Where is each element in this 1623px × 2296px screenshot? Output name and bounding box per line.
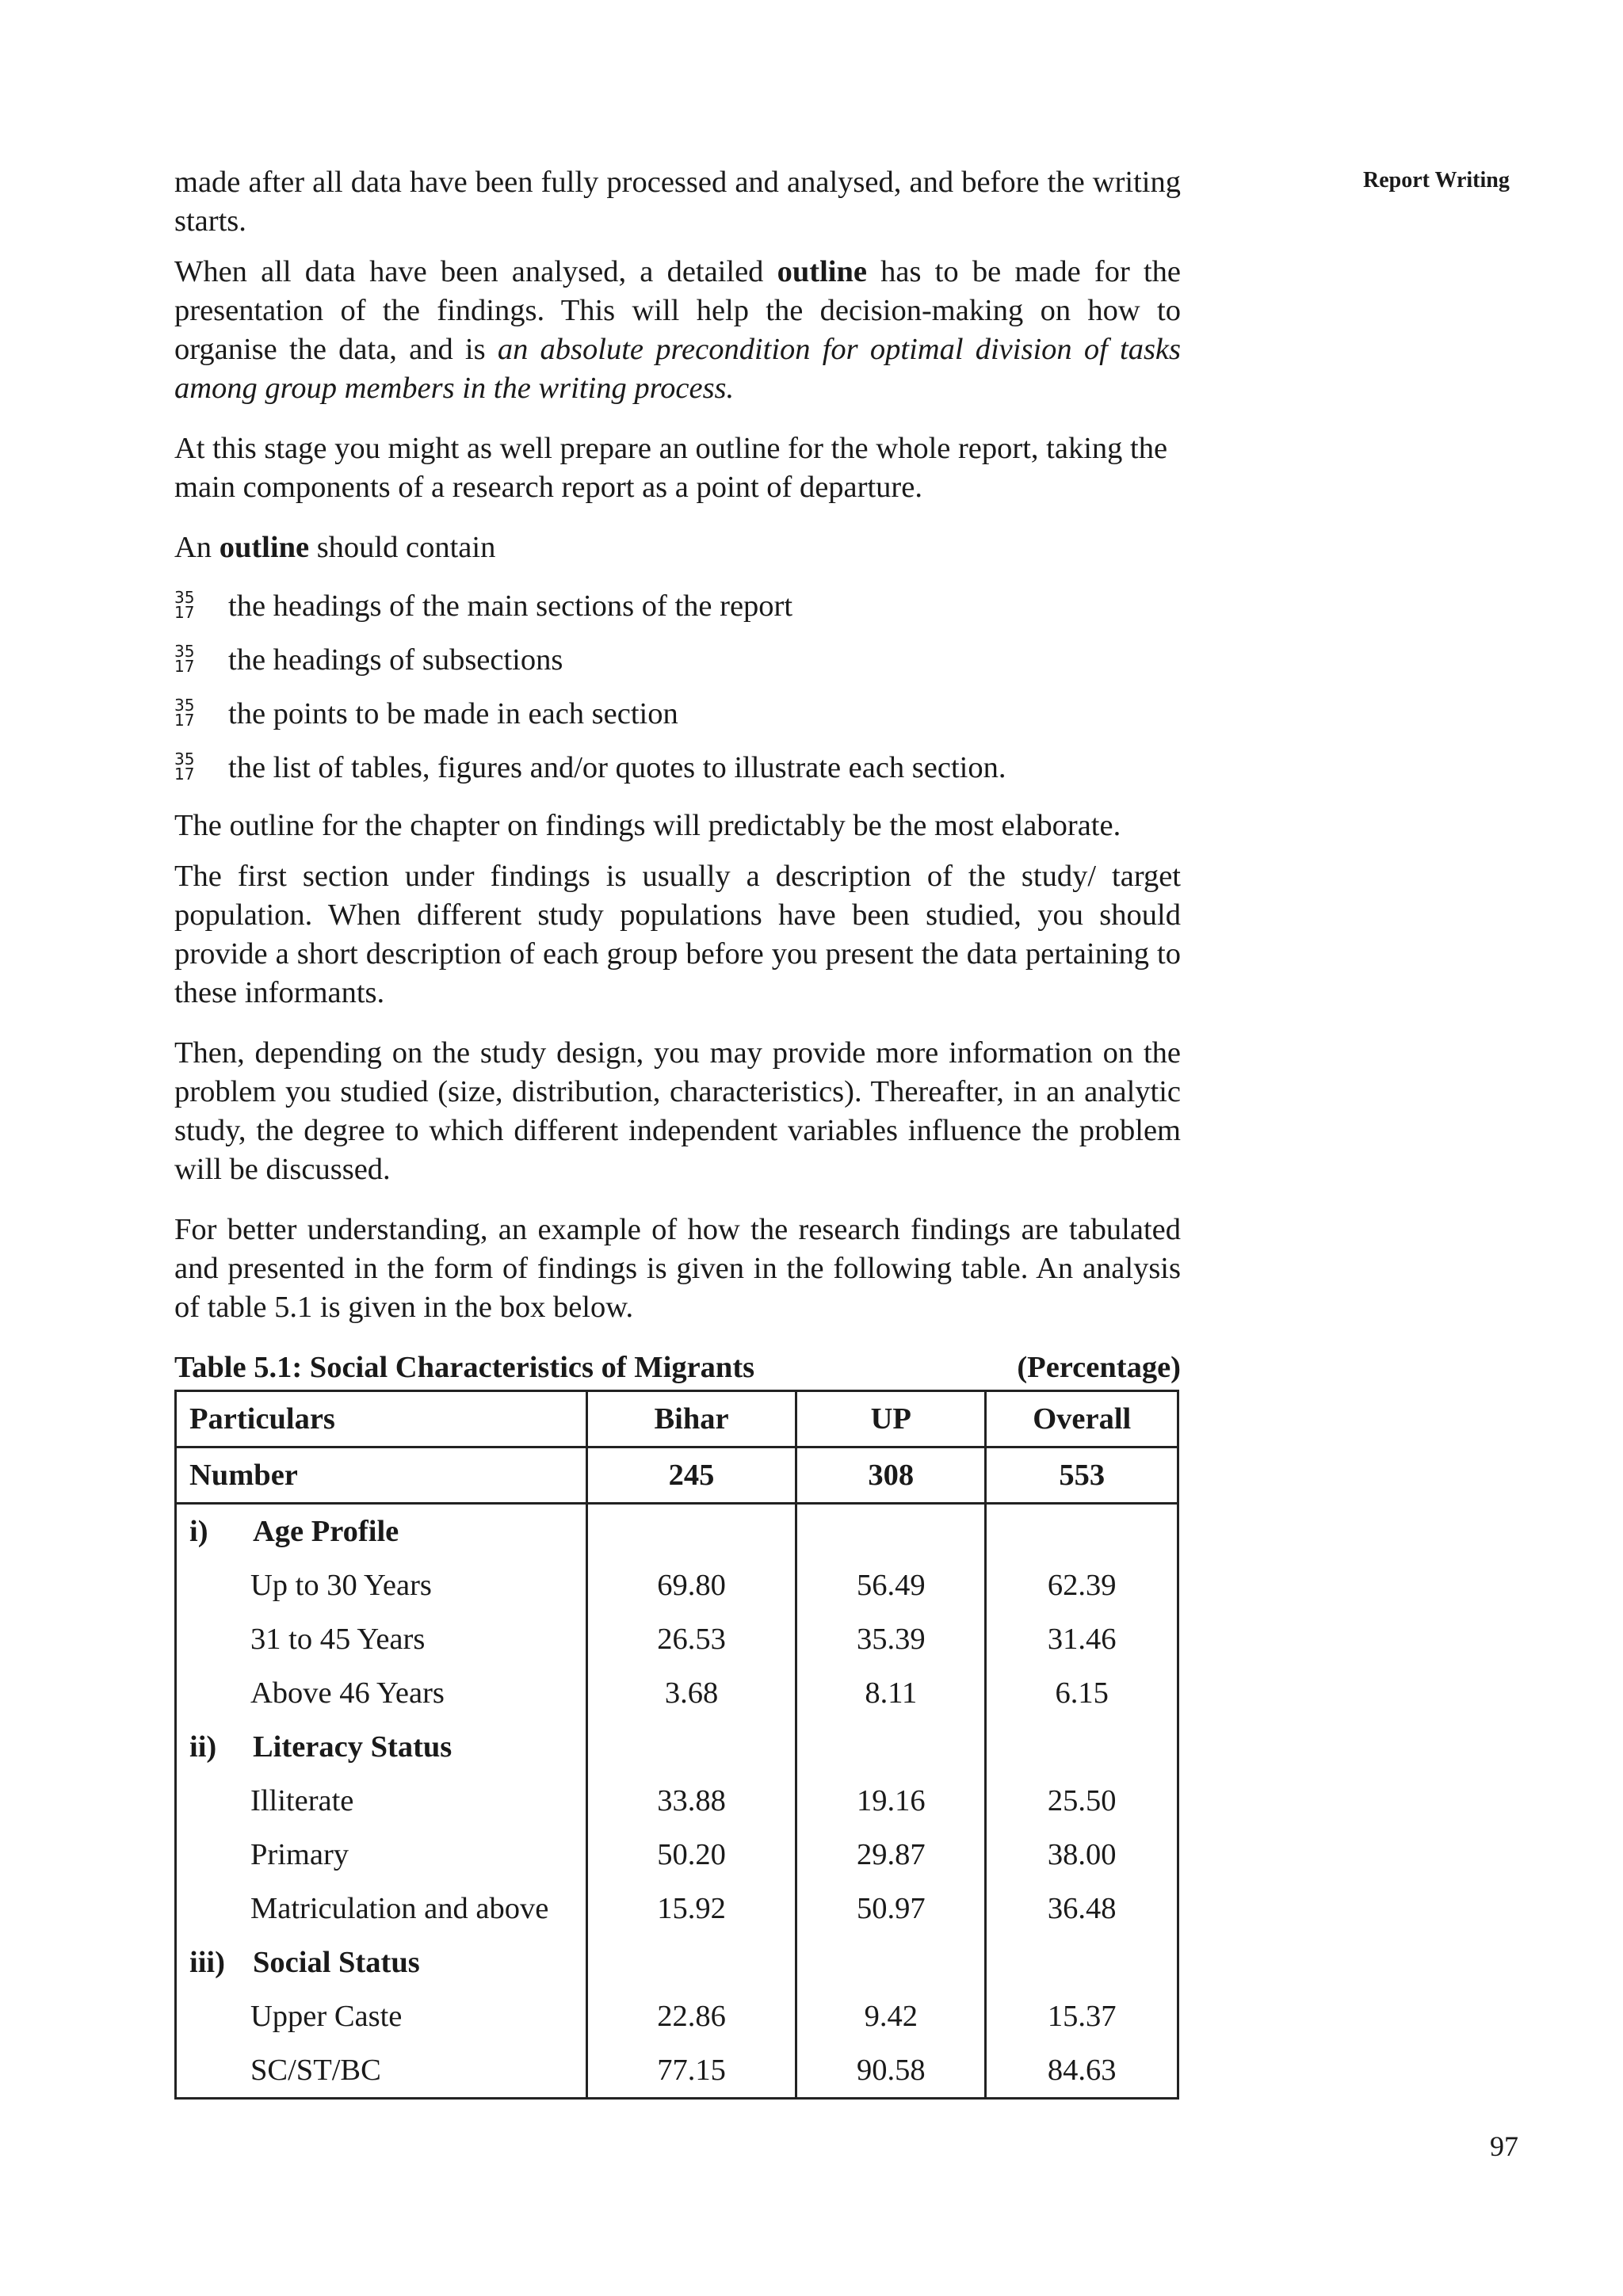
table-row [176,1558,1178,1612]
table-cell: 19.16 [796,1774,986,1828]
table-title: Table 5.1: Social Characteristics of Migrants [174,1351,755,1384]
bullet-digit: 35 [174,696,195,715]
table-cell: 35.39 [796,1612,986,1666]
list-item [174,579,1181,633]
column-header: UP [796,1391,986,1447]
table-cell [586,1720,796,1774]
bullet-digit: 17 [174,711,195,730]
table-row [176,1612,1178,1666]
list-item [174,633,1181,687]
table-cell: 38.00 [986,1828,1178,1882]
row-label: 31 to 45 Years [176,1612,587,1666]
paragraph-2-bold-outline: outline [777,255,867,288]
bullet-digit: 17 [174,765,195,784]
table-cell: 553 [986,1447,1178,1504]
table-cell: 8.11 [796,1666,986,1720]
row-label: Upper Caste [176,1989,587,2043]
table-cell: 31.46 [986,1612,1178,1666]
bullet-icon [174,587,201,625]
paragraph-4-text-a: An [174,531,220,564]
table-cell [796,1936,986,1989]
section-row [176,1504,1178,1559]
table-cell [586,1504,796,1559]
table-row [176,1989,1178,2043]
paragraph-4-text-c: should contain [309,531,496,564]
table-cell: 50.97 [796,1882,986,1936]
paragraph-2 [174,253,1181,408]
migrants-table [174,1390,1179,2100]
column-header: Bihar [586,1391,796,1447]
bullet-digit: 35 [174,749,195,769]
migrants-table-body [176,1391,1178,2099]
table-row [176,1882,1178,1936]
table-cell: 25.50 [986,1774,1178,1828]
table-cell: 308 [796,1447,986,1504]
table-row [176,2043,1178,2099]
section-cell [176,1720,587,1774]
row-label: SC/ST/BC [176,2043,587,2099]
bullet-digit: 35 [174,642,195,661]
table-cell: 69.80 [586,1558,796,1612]
row-label: Matriculation and above [176,1882,587,1936]
row-label: Above 46 Years [176,1666,587,1720]
table-unit: (Percentage) [1017,1351,1181,1384]
list-item-text: the headings of the main sections of the report [228,589,793,623]
table-cell: 15.37 [986,1989,1178,2043]
section-row [176,1936,1178,1989]
bullet-digit: 17 [174,603,195,622]
table-cell: 15.92 [586,1882,796,1936]
table-row [176,1828,1178,1882]
paragraph-1: made after all data have been fully processed and analysed, and before the writing starts. [174,166,1181,238]
section-cell [176,1936,587,1989]
table-cell: 29.87 [796,1828,986,1882]
table-cell: 50.20 [586,1828,796,1882]
outline-list [174,579,1181,795]
table-cell: 36.48 [986,1882,1178,1936]
table-number-row [176,1447,1178,1504]
table-cell: 77.15 [586,2043,796,2099]
section-number: iii) [189,1946,225,1979]
row-label: Up to 30 Years [176,1558,587,1612]
table-cell: 9.42 [796,1989,986,2043]
page-body [174,163,1181,2100]
table-cell: 56.49 [796,1558,986,1612]
table-cell [986,1936,1178,1989]
paragraph-3: At this stage you might as well prepare an outline for the whole report, taking the main components of a research report as a point of departure. [174,432,1168,504]
table-caption [174,1348,1181,1390]
table-cell: 84.63 [986,2043,1178,2099]
section-name: Social Status [253,1946,420,1979]
bullet-icon [174,641,201,679]
table-cell [796,1720,986,1774]
table-cell [986,1504,1178,1559]
list-item-text: the headings of subsections [228,643,563,677]
paragraph-4-bold-outline: outline [219,531,310,564]
list-item [174,741,1181,795]
running-header: Report Writing [1363,168,1510,193]
row-label: Number [176,1447,587,1504]
bullet-icon [174,749,201,787]
paragraph-7: Then, depending on the study design, you may provide more information on the problem you studied (size, distribution, characteristics). Thereafter, in an analytic study, the degree to which different independent variables influence the problem will be discussed. [174,1036,1181,1186]
bullet-digit: 35 [174,588,195,607]
table-row [176,1774,1178,1828]
table-row [176,1666,1178,1720]
paragraph-4 [174,528,1181,567]
row-label: Illiterate [176,1774,587,1828]
section-row [176,1720,1178,1774]
table-cell [796,1504,986,1559]
section-cell [176,1504,587,1559]
paragraph-2-italic: an absolute precondition for optimal division of tasks among group members in the writing process. [174,333,1181,405]
list-item [174,687,1181,741]
table-cell [586,1936,796,1989]
column-header: Particulars [176,1391,587,1447]
bullet-digit: 17 [174,657,195,676]
paragraph-2-text-a: When all data have been analysed, a detailed [174,255,777,288]
table-cell: 6.15 [986,1666,1178,1720]
list-item-text: the points to be made in each section [228,697,678,730]
table-cell: 22.86 [586,1989,796,2043]
table-cell: 3.68 [586,1666,796,1720]
list-item-text: the list of tables, figures and/or quotes to illustrate each section. [228,751,1006,784]
column-header: Overall [986,1391,1178,1447]
section-name: Literacy Status [253,1730,453,1764]
paragraph-6: The first section under findings is usually a description of the study/ target population. When different study populations have been studied, you should provide a short description of each group before you present the data pertaining to these informants. [174,860,1181,1009]
bullet-icon [174,695,201,733]
table-cell: 33.88 [586,1774,796,1828]
paragraph-8: For better understanding, an example of how the research findings are tabulated and presented in the form of findings is given in the following table. An analysis of table 5.1 is given in the box below. [174,1213,1181,1324]
table-cell [986,1720,1178,1774]
row-label: Primary [176,1828,587,1882]
table-cell: 26.53 [586,1612,796,1666]
section-number: i) [189,1515,208,1548]
table-cell: 245 [586,1447,796,1504]
table-cell: 62.39 [986,1558,1178,1612]
page-number: 97 [1490,2130,1518,2162]
section-name: Age Profile [253,1515,399,1548]
paragraph-2-text-c: has to be made for the presentation of the findings. This will help the decision-making on how to organise the data, and is [174,255,1181,366]
table-header-row [176,1391,1178,1447]
paragraph-5: The outline for the chapter on findings will predictably be the most elaborate. [174,809,1121,842]
table-cell: 90.58 [796,2043,986,2099]
section-number: ii) [189,1730,217,1764]
